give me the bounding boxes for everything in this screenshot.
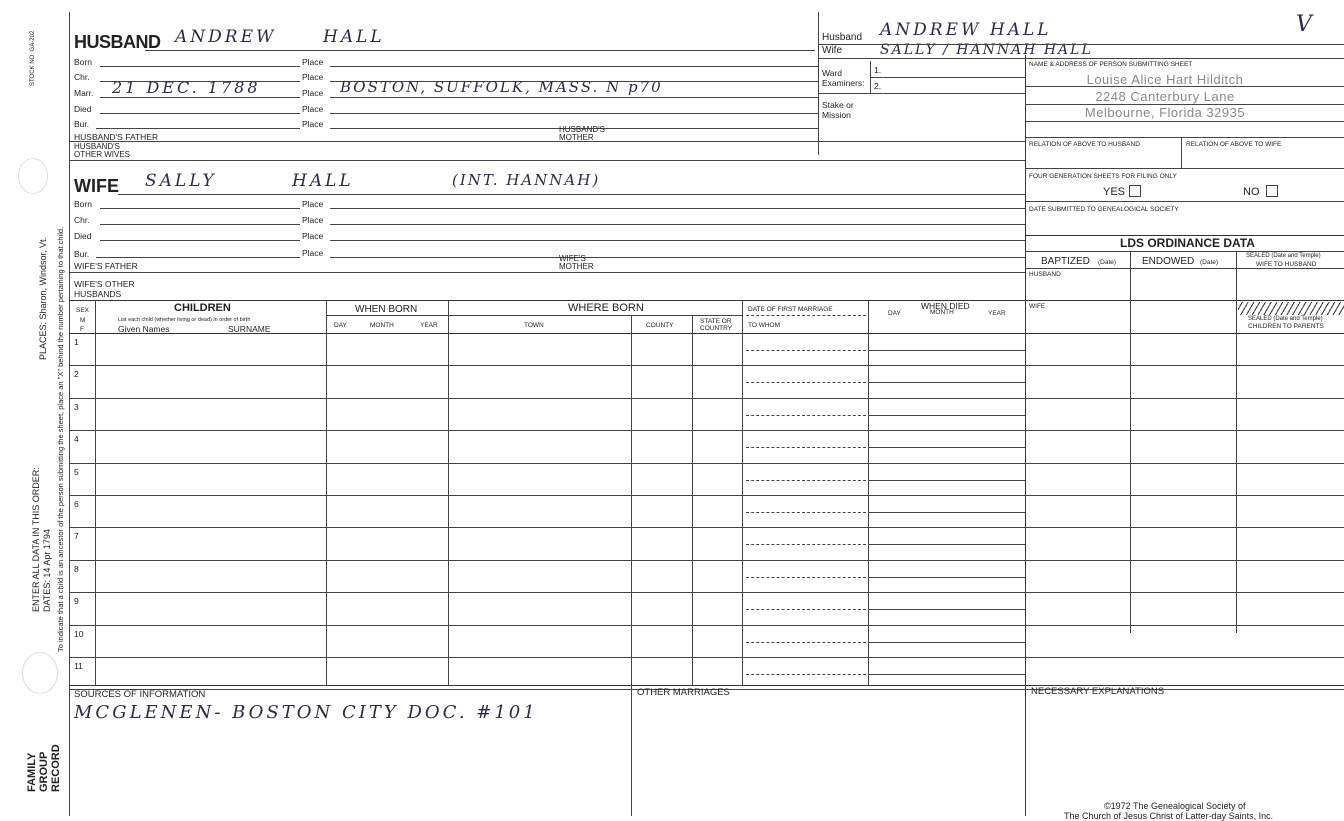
- wife-name-note: (INT. HANNAH): [452, 171, 601, 189]
- born-year-label: YEAR: [420, 322, 438, 329]
- marriage-col-line: [742, 300, 743, 685]
- submitter-label: NAME & ADDRESS OF PERSON SUBMITTING SHEET: [1029, 61, 1193, 68]
- when-born-sub-line: [326, 315, 448, 316]
- wife-bur-label: Bur.: [74, 249, 90, 259]
- child-died-line: [868, 577, 1025, 578]
- wife-bur-place-label: Place: [302, 248, 324, 258]
- submitter-city: Melbourne, Florida 32935: [1084, 105, 1246, 120]
- husband-name-line: [145, 50, 815, 51]
- husband-died-place-line: [330, 113, 818, 114]
- lds-col-1: [1130, 251, 1131, 633]
- first-marriage-dash: [746, 315, 866, 316]
- wife-given-name: SALLY: [145, 171, 217, 191]
- when-born-label: WHEN BORN: [355, 304, 418, 315]
- lds-header-line: [1025, 268, 1344, 269]
- other-marriages-label: OTHER MARRIAGES: [637, 687, 730, 698]
- endowed-label: ENDOWED: [1142, 256, 1195, 267]
- relation-top-line: [1025, 137, 1344, 138]
- enter-order-note: ENTER ALL DATA IN THIS ORDER:: [31, 467, 41, 612]
- lds-title-line: [1025, 251, 1344, 252]
- family-label-3: RECORD: [50, 744, 62, 792]
- husband-marr-line: [100, 97, 300, 98]
- husband-bur-label: Bur.: [74, 119, 90, 129]
- child-died-tick: [868, 626, 869, 642]
- husband-mother-label-2: MOTHER: [559, 133, 594, 142]
- wife-born-line: [100, 208, 300, 209]
- submitter-name: Louise Alice Hart Hilditch: [1086, 72, 1244, 87]
- wife-other-husbands-2: HUSBANDS: [74, 289, 122, 299]
- child-died-line: [868, 609, 1025, 610]
- child-marriage-dash: [746, 512, 866, 513]
- stake-label-1: Stake or: [822, 100, 854, 110]
- state-label-1: STATE OR: [700, 318, 732, 325]
- husband-heading: HUSBAND: [74, 32, 161, 52]
- wife-heading: WIFE: [74, 176, 119, 196]
- summary-line-1: [818, 44, 1344, 45]
- no-label: NO: [1243, 186, 1260, 198]
- wife-bur-place-line: [330, 257, 1025, 258]
- county-col-line: [631, 315, 632, 685]
- child-marriage-dash: [746, 577, 866, 578]
- town-label: TOWN: [524, 322, 544, 329]
- lds-wife-label: WIFE: [1029, 303, 1046, 310]
- child-died-tick: [868, 464, 869, 480]
- husband-bur-place-label: Place: [302, 119, 324, 129]
- born-month-label: MONTH: [370, 322, 394, 329]
- child-died-tick: [868, 431, 869, 447]
- bottom-divider: [631, 685, 632, 816]
- relation-divider: [1181, 137, 1182, 168]
- child-marriage-dash: [746, 350, 866, 351]
- child-row-number: 10: [74, 629, 84, 639]
- wife-section-bottom: [70, 300, 1344, 301]
- places-note: PLACES: Sharon, Windsor, Vt.: [38, 236, 48, 360]
- when-born-col-line: [326, 300, 327, 685]
- four-gen-bottom-line: [1025, 201, 1344, 202]
- relation-bottom-line: [1025, 168, 1344, 169]
- summary-wife-value: SALLY / HANNAH HALL: [880, 42, 1093, 58]
- husband-marr-place-line: [330, 97, 818, 98]
- husband-marr-label: Marr.: [74, 88, 94, 98]
- lds-husband-label: HUSBAND: [1029, 271, 1061, 278]
- copyright-line-2: The Church of Jesus Christ of Latter-day Saints, Inc.: [1064, 811, 1274, 821]
- child-row-number: 5: [74, 467, 79, 477]
- summary-divider: [818, 12, 819, 155]
- family-label-1: FAMILY: [26, 752, 38, 792]
- husband-other-wives-2: OTHER WIVES: [74, 150, 131, 159]
- child-marriage-dash: [746, 382, 866, 383]
- surname-label: SURNAME: [228, 324, 271, 334]
- summary-husband-label: Husband: [822, 32, 863, 43]
- sex-f-label: F: [80, 326, 84, 333]
- husband-marr-place-label: Place: [302, 88, 324, 98]
- punch-hole-top: [18, 158, 48, 194]
- child-died-line: [868, 382, 1025, 383]
- husband-surname: HALL: [323, 27, 385, 47]
- child-row-line: [70, 657, 1344, 658]
- county-label: COUNTY: [646, 322, 674, 329]
- child-marriage-dash: [746, 447, 866, 448]
- sealed-wife-label-2: WIFE TO HUSBAND: [1256, 261, 1317, 268]
- where-born-sub-line: [448, 315, 742, 316]
- child-row-line: [70, 560, 1344, 561]
- wife-chr-place-label: Place: [302, 215, 324, 225]
- husband-bur-line: [96, 128, 300, 129]
- relation-wife-label: RELATION OF ABOVE TO WIFE: [1186, 141, 1282, 148]
- examiner-line-1: [870, 77, 1025, 78]
- wife-surname: HALL: [292, 171, 354, 191]
- child-died-line: [868, 447, 1025, 448]
- child-marriage-dash: [746, 480, 866, 481]
- baptized-date-label: (Date): [1098, 259, 1117, 266]
- husband-died-line: [100, 113, 300, 114]
- died-month-label: MONTH: [930, 309, 954, 316]
- husband-chr-place-label: Place: [302, 72, 324, 82]
- child-marriage-dash: [746, 544, 866, 545]
- wife-died-line: [100, 240, 300, 241]
- child-row-line: [70, 398, 1344, 399]
- copyright-line-1: ©1972 The Genealogical Society of: [1104, 801, 1246, 811]
- punch-hole-bottom: [22, 652, 58, 694]
- child-row-number: 11: [74, 661, 83, 671]
- examiner-line-2: [818, 93, 1025, 94]
- wife-died-place-label: Place: [302, 231, 324, 241]
- to-whom-label: TO WHOM: [748, 322, 781, 329]
- wife-chr-place-line: [330, 224, 1025, 225]
- wife-name-line: [118, 194, 1025, 195]
- children-instruction: List each child (whether living or dead) in order of birth: [118, 317, 251, 323]
- child-row-number: 1: [74, 337, 79, 347]
- right-panel-divider: [1025, 55, 1026, 816]
- endowed-date-label: (Date): [1200, 259, 1219, 266]
- child-row-number: 9: [74, 596, 79, 606]
- ancestor-instruction: To indicate that a child is an ancestor of the person submitting the sheet, place an "X" behind the number pertaining to that child.: [56, 226, 65, 652]
- husband-mother-label-1: HUSBAND'S: [559, 125, 605, 134]
- child-row-number: 7: [74, 531, 79, 541]
- given-names-label: Given Names: [118, 324, 170, 334]
- child-row-number: 4: [74, 434, 79, 444]
- wife-mother-label-2: MOTHER: [559, 262, 594, 271]
- child-died-tick: [868, 399, 869, 415]
- lds-title: LDS ORDINANCE DATA: [1120, 236, 1255, 250]
- left-border: [69, 12, 70, 816]
- husband-marr-date: 21 DEC. 1788: [112, 78, 261, 97]
- family-label-2: GROUP: [38, 751, 50, 792]
- child-died-tick: [868, 496, 869, 512]
- summary-wife-label: Wife: [822, 45, 842, 56]
- husband-other-wives-1: HUSBAND'S: [74, 142, 120, 151]
- examiner-1: 1.: [874, 65, 882, 75]
- baptized-label: BAPTIZED: [1041, 256, 1090, 267]
- yes-checkbox[interactable]: [1129, 185, 1141, 197]
- necessary-explanations-label: NECESSARY EXPLANATIONS: [1031, 686, 1165, 697]
- child-marriage-dash: [746, 609, 866, 610]
- husband-born-line: [100, 66, 300, 67]
- born-day-label: DAY: [334, 322, 347, 329]
- wife-other-husbands-1: WIFE'S OTHER: [74, 279, 135, 289]
- sex-col-line: [95, 300, 96, 685]
- child-row-line: [70, 625, 1344, 626]
- wife-died-place-line: [330, 240, 1025, 241]
- child-marriage-dash: [746, 674, 866, 675]
- sealed-children-label-1: SEALED (Date and Temple): [1248, 316, 1323, 322]
- summary-husband-value: ANDREW HALL: [880, 20, 1052, 40]
- stock-number: STOCK NO. GA-202: [30, 30, 36, 86]
- state-col-line: [692, 315, 693, 685]
- relation-husband-label: RELATION OF ABOVE TO HUSBAND: [1029, 141, 1140, 148]
- when-died-label: WHEN DIED: [921, 301, 970, 311]
- sources-label: SOURCES OF INFORMATION: [74, 689, 206, 700]
- no-checkbox[interactable]: [1266, 185, 1278, 197]
- wife-bur-line: [96, 257, 300, 258]
- husband-died-label: Died: [74, 104, 92, 114]
- child-died-tick: [868, 658, 869, 674]
- husband-born-label: Born: [74, 57, 92, 67]
- child-died-line: [868, 480, 1025, 481]
- child-died-line: [868, 544, 1025, 545]
- child-row-number: 3: [74, 402, 79, 412]
- husband-chr-label: Chr.: [74, 72, 90, 82]
- child-row-number: 6: [74, 499, 79, 509]
- died-day-label: DAY: [888, 310, 901, 317]
- child-marriage-dash: [746, 642, 866, 643]
- sources-value: MCGLENEN- BOSTON CITY DOC. #101: [74, 702, 538, 723]
- husband-other-wives-line: [70, 160, 1025, 161]
- husband-born-place-line: [330, 66, 818, 67]
- husband-marr-place: BOSTON, SUFFOLK, MASS. N p70: [340, 78, 663, 96]
- child-row-line: [70, 365, 1344, 366]
- wife-father-line: [70, 272, 1025, 273]
- submitter-line-2: [1025, 104, 1344, 105]
- where-born-label: WHERE BORN: [568, 302, 644, 314]
- hatched-area: [1238, 302, 1344, 315]
- lds-col-2: [1236, 251, 1237, 633]
- yes-label: YES: [1103, 186, 1126, 198]
- husband-father-label: HUSBAND'S FATHER: [74, 132, 159, 142]
- examiner-2: 2.: [874, 81, 882, 91]
- husband-father-line: [70, 141, 1025, 142]
- ward-label: Ward: [822, 68, 842, 78]
- sex-m-label: M: [80, 317, 86, 324]
- state-label-2: COUNTRY: [700, 325, 733, 332]
- dates-note: DATES: 14 Apr 1794: [42, 529, 52, 612]
- submitter-line-1: [1025, 86, 1344, 87]
- stake-label-2: Mission: [822, 110, 851, 120]
- wife-mother-label-1: WIFE'S: [559, 254, 586, 263]
- sealed-wife-label-1: SEALED (Date and Temple): [1246, 253, 1321, 259]
- child-row-number: 8: [74, 564, 79, 574]
- wife-born-place-label: Place: [302, 199, 324, 209]
- submitter-line-3: [1025, 121, 1344, 122]
- children-title: CHILDREN: [174, 302, 231, 314]
- child-died-line: [868, 415, 1025, 416]
- child-died-line: [868, 512, 1025, 513]
- husband-given-name: ANDREW: [175, 27, 277, 47]
- child-row-line: [70, 527, 1344, 528]
- children-header-bottom: [70, 333, 1344, 334]
- check-mark: V: [1296, 12, 1315, 37]
- child-row-line: [70, 463, 1344, 464]
- wife-born-place-line: [330, 208, 1025, 209]
- died-year-label: YEAR: [988, 310, 1006, 317]
- child-died-line: [868, 674, 1025, 675]
- wife-father-label: WIFE'S FATHER: [74, 261, 138, 271]
- husband-born-place-label: Place: [302, 57, 324, 67]
- four-gen-label: FOUR GENERATION SHEETS FOR FILING ONLY: [1029, 173, 1177, 180]
- first-marriage-label: DATE OF FIRST MARRIAGE: [748, 306, 833, 313]
- summary-line-2: [818, 58, 1344, 59]
- where-born-col-line: [448, 300, 449, 685]
- wife-chr-label: Chr.: [74, 215, 90, 225]
- submitter-street: 2248 Canterbury Lane: [1095, 89, 1235, 104]
- child-died-line: [868, 350, 1025, 351]
- wife-died-label: Died: [74, 231, 92, 241]
- child-row-line: [70, 495, 1344, 496]
- husband-died-place-label: Place: [302, 104, 324, 114]
- child-died-tick: [868, 366, 869, 382]
- child-row-line: [70, 430, 1344, 431]
- sex-label: SEX: [76, 307, 90, 314]
- child-died-tick: [868, 593, 869, 609]
- child-died-tick: [868, 561, 869, 577]
- wife-born-label: Born: [74, 199, 92, 209]
- child-died-tick: [868, 528, 869, 544]
- child-row-number: 2: [74, 369, 79, 379]
- child-died-tick: [868, 334, 869, 350]
- child-row-line: [70, 592, 1344, 593]
- date-submitted-label: DATE SUBMITTED TO GENEALOGICAL SOCIETY: [1029, 206, 1179, 213]
- child-marriage-dash: [746, 415, 866, 416]
- wife-chr-line: [100, 224, 300, 225]
- child-died-line: [868, 642, 1025, 643]
- sealed-children-label-2: CHILDREN TO PARENTS: [1248, 323, 1324, 330]
- examiners-label: Examiners:: [822, 78, 865, 88]
